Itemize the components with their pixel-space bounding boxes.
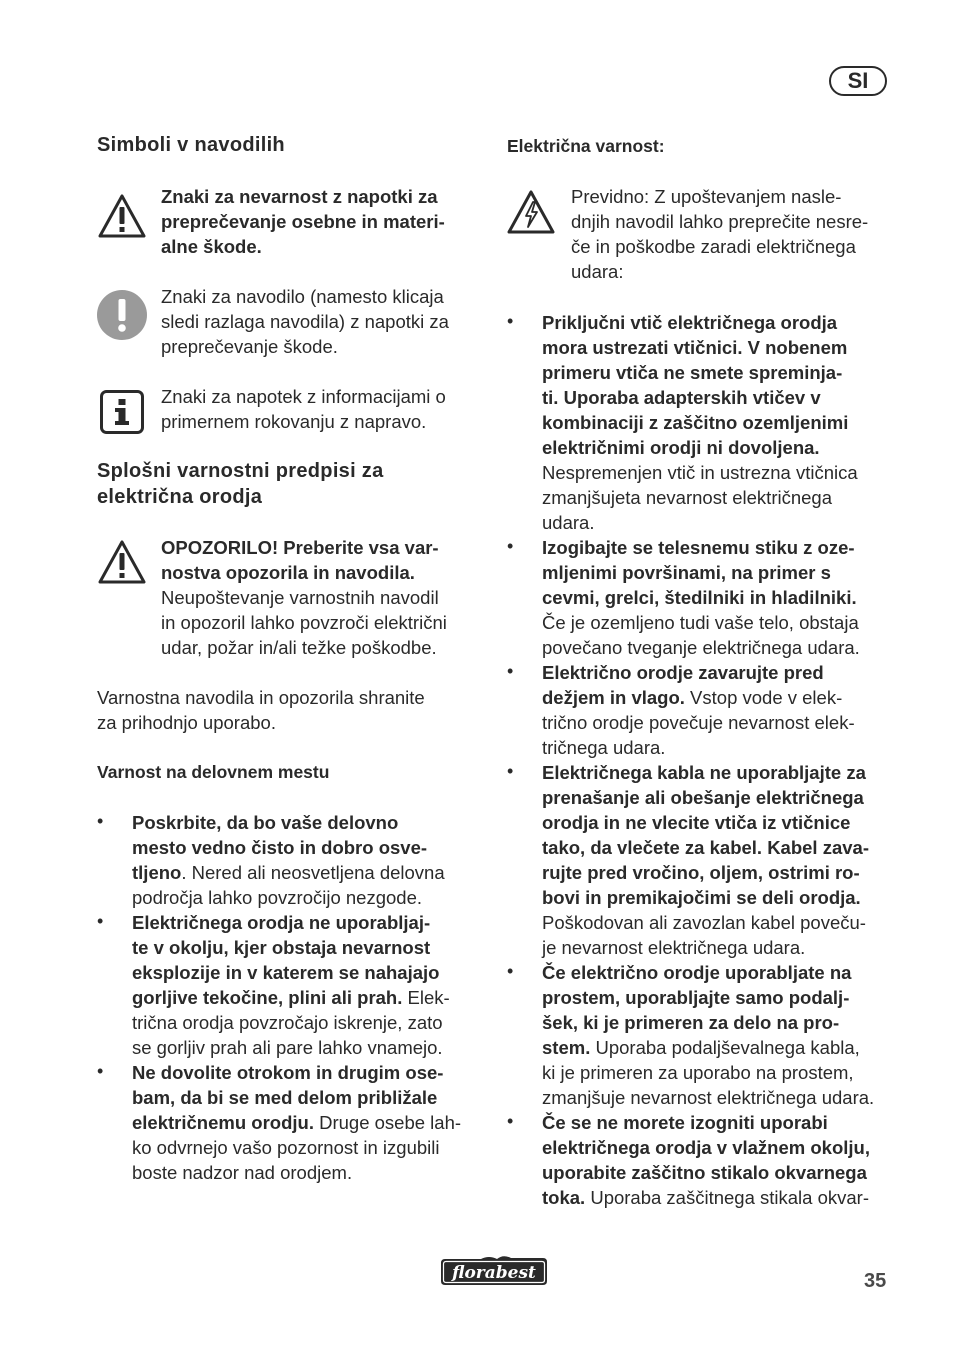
florabest-logo: [437, 1253, 551, 1289]
caution-line: udara:: [571, 261, 624, 282]
bullet-bold-part: stem.: [542, 1037, 591, 1058]
bullet-line: te v okolju, kjer obstaja nevarnost: [132, 937, 431, 958]
bullet-line: orodja in ne vlecite vtiča iz vtičnice: [542, 812, 851, 833]
bullet-line: trična orodja povzročajo iskrenje, zato: [132, 1012, 443, 1033]
bullet-line: Če je ozemljeno tudi vaše telo, obstaja: [542, 612, 859, 633]
bullet-bold-part: toka.: [542, 1187, 586, 1208]
bullet-line: Električnega kabla ne uporabljajte za: [542, 762, 866, 783]
symbol-text-line: sledi razlaga navodila) z napotki za: [161, 311, 449, 332]
bullet-line: mljenimi površinami, na primer s: [542, 562, 831, 583]
symbol-text-line: preprečevanje škode.: [161, 336, 338, 357]
info-icon: [100, 390, 144, 434]
bullet-line: ki je primeren za uporabo na prostem,: [542, 1062, 854, 1083]
bullet-line: [132, 860, 445, 885]
bullet-line: prostem, uporabljajte samo podalj-: [542, 987, 850, 1008]
warning-bold-line: OPOZORILO! Preberite vsa var-: [161, 537, 439, 558]
bullet-marker: •: [507, 661, 514, 681]
subheading-workplace: Varnost na delovnem mestu: [97, 762, 330, 782]
language-badge: SI: [829, 66, 887, 96]
bullet-line: Če se ne morete izogniti uporabi: [542, 1112, 828, 1133]
section-heading-symbols: Simboli v navodilih: [97, 134, 285, 156]
bullet-normal-part: . Nered ali neosvetljena delovna: [181, 862, 445, 883]
subheading-electrical-safety: Električna varnost:: [507, 136, 665, 156]
bullet-line: uporabite zaščitno stikalo okvarnega: [542, 1162, 867, 1183]
bullet-line: mesto vedno čisto in dobro osve-: [132, 837, 428, 858]
symbol-text-line: alne škode.: [161, 236, 262, 257]
bullet-line: [542, 1185, 870, 1210]
bullet-line: šek, ki je primeren za delo na pro-: [542, 1012, 840, 1033]
bullet-bold-part: električnemu orodju.: [132, 1112, 314, 1133]
bullet-line: ko odvrnejo vašo pozornost in izgubili: [132, 1137, 440, 1158]
bullet-line: tako, da vlečete za kabel. Kabel zava-: [542, 837, 869, 858]
page-number: 35: [864, 1270, 887, 1292]
exclamation-circle-icon: [97, 290, 147, 340]
warning-bold-line: nostva opozorila in navodila.: [161, 562, 415, 583]
bullet-line: Če električno orodje uporabljate na: [542, 962, 852, 983]
bullet-normal-part: Vstop vode v elek-: [684, 687, 843, 708]
bullet-bold-part: dežjem in vlago.: [542, 687, 685, 708]
heading-line: Splošni varnostni predpisi za: [97, 460, 384, 482]
caution-line: če in poškodbe zaradi električnega: [571, 236, 856, 257]
bullet-line: primeru vtiča ne smete spreminja-: [542, 362, 843, 383]
bullet-marker: •: [507, 1111, 514, 1131]
keep-instructions: [97, 685, 425, 735]
bullet-line: prenašanje ali obešanje električnega: [542, 787, 864, 808]
bullet-line: Ne dovolite otrokom in drugim ose-: [132, 1062, 444, 1083]
bullet-line: električnega orodja v vlažnem okolju,: [542, 1137, 870, 1158]
bullet-line: Nespremenjen vtič in ustrezna vtičnica: [542, 462, 858, 483]
bullet-normal-part: Uporaba podaljševalnega kabla,: [590, 1037, 860, 1058]
caution-line: Previdno: Z upoštevanjem nasle-: [571, 186, 842, 207]
bullet-line: Priključni vtič električnega orodja: [542, 312, 838, 333]
logo-text: florabest: [452, 1263, 536, 1283]
bullet-line: [542, 685, 855, 710]
symbol-text-line: preprečevanje osebne in materi-: [161, 211, 445, 232]
bullet-line: mora ustrezati vtičnici. V nobenem: [542, 337, 848, 358]
bullet-line: udara.: [542, 512, 595, 533]
warning-triangle-icon: [98, 539, 146, 585]
bullet-bold-part: tljeno: [132, 862, 182, 883]
bullet-line: tričnega udara.: [542, 737, 666, 758]
bullet-line: Električnega orodja ne uporabljaj-: [132, 912, 431, 933]
bullet-line: se gorljiv prah ali pare lahko vnamejo.: [132, 1037, 443, 1058]
bullet-marker: •: [97, 811, 104, 831]
symbol-text-line: Znaki za navodilo (namesto klicaja: [161, 286, 444, 307]
bullet-line: kombinaciji z zaščitno ozemljenimi: [542, 412, 849, 433]
bullet-normal-part: Uporaba zaščitnega stikala okvar-: [585, 1187, 869, 1208]
bullet-line: boste nadzor nad orodjem.: [132, 1162, 353, 1183]
bullet-line: [542, 1035, 874, 1060]
warning-text-line: udar, požar in/ali težke poškodbe.: [161, 637, 437, 658]
paragraph-line: Varnostna navodila in opozorila shranite: [97, 687, 425, 708]
bullet-line: je nevarnost električnega udara.: [542, 937, 806, 958]
section-heading-general-safety: [97, 458, 384, 510]
bullet-normal-part: Elek-: [402, 987, 450, 1008]
bullet-line: ti. Uporaba adapterskih vtičev v: [542, 387, 821, 408]
symbol-text-line: primernem rokovanju z napravo.: [161, 411, 427, 432]
bullet-line: zmanjšujeta nevarnost električnega: [542, 487, 832, 508]
warning-text-line: in opozoril lahko povzroči električni: [161, 612, 447, 633]
bullet-line: električnimi orodji ni dovoljena.: [542, 437, 820, 458]
bullet-line: bovi in premikajočimi se deli orodja.: [542, 887, 861, 908]
bullet-line: povečano tveganje električnega udara.: [542, 637, 860, 658]
symbol-text-line: Znaki za napotek z informacijami o: [161, 386, 446, 407]
warning-text-line: Neupoštevanje varnostnih navodil: [161, 587, 439, 608]
bullet-line: cevmi, grelci, štedilniki in hladilniki.: [542, 587, 857, 608]
bullet-bold-part: gorljive tekočine, plini ali prah.: [132, 987, 403, 1008]
bullet-line: Poskrbite, da bo vaše delovno: [132, 812, 399, 833]
bullet-marker: •: [507, 761, 514, 781]
bullet-line: Električno orodje zavarujte pred: [542, 662, 824, 683]
bullet-line: bam, da bi se med delom približale: [132, 1087, 438, 1108]
bullet-line: [132, 1110, 461, 1135]
warning-triangle-icon: [98, 193, 146, 239]
bullet-line: rujte pred vročino, oljem, ostrimi ro-: [542, 862, 860, 883]
bullet-marker: •: [507, 536, 514, 556]
bullet-line: zmanjšuje nevarnost električnega udara.: [542, 1087, 875, 1108]
bullet-line: Izogibajte se telesnemu stiku z oze-: [542, 537, 855, 558]
bullet-line: področja lahko povzročijo nezgode.: [132, 887, 423, 908]
bullet-marker: •: [97, 911, 104, 931]
heading-line: električna orodja: [97, 486, 263, 508]
electric-hazard-icon: [507, 189, 555, 235]
bullet-line: Poškodovan ali zavozlan kabel poveču-: [542, 912, 866, 933]
bullet-normal-part: Druge osebe lah-: [313, 1112, 462, 1133]
symbol-text-line: Znaki za nevarnost z napotki za: [161, 186, 438, 207]
bullet-marker: •: [97, 1061, 104, 1081]
bullet-line: trično orodje povečuje nevarnost elek-: [542, 712, 855, 733]
bullet-marker: •: [507, 311, 514, 331]
caution-line: dnjih navodil lahko preprečite nesre-: [571, 211, 869, 232]
bullet-line: [132, 985, 450, 1010]
bullet-marker: •: [507, 961, 514, 981]
paragraph-line: za prihodnjo uporabo.: [97, 712, 276, 733]
bullet-line: eksplozije in v katerem se nahajajo: [132, 962, 440, 983]
